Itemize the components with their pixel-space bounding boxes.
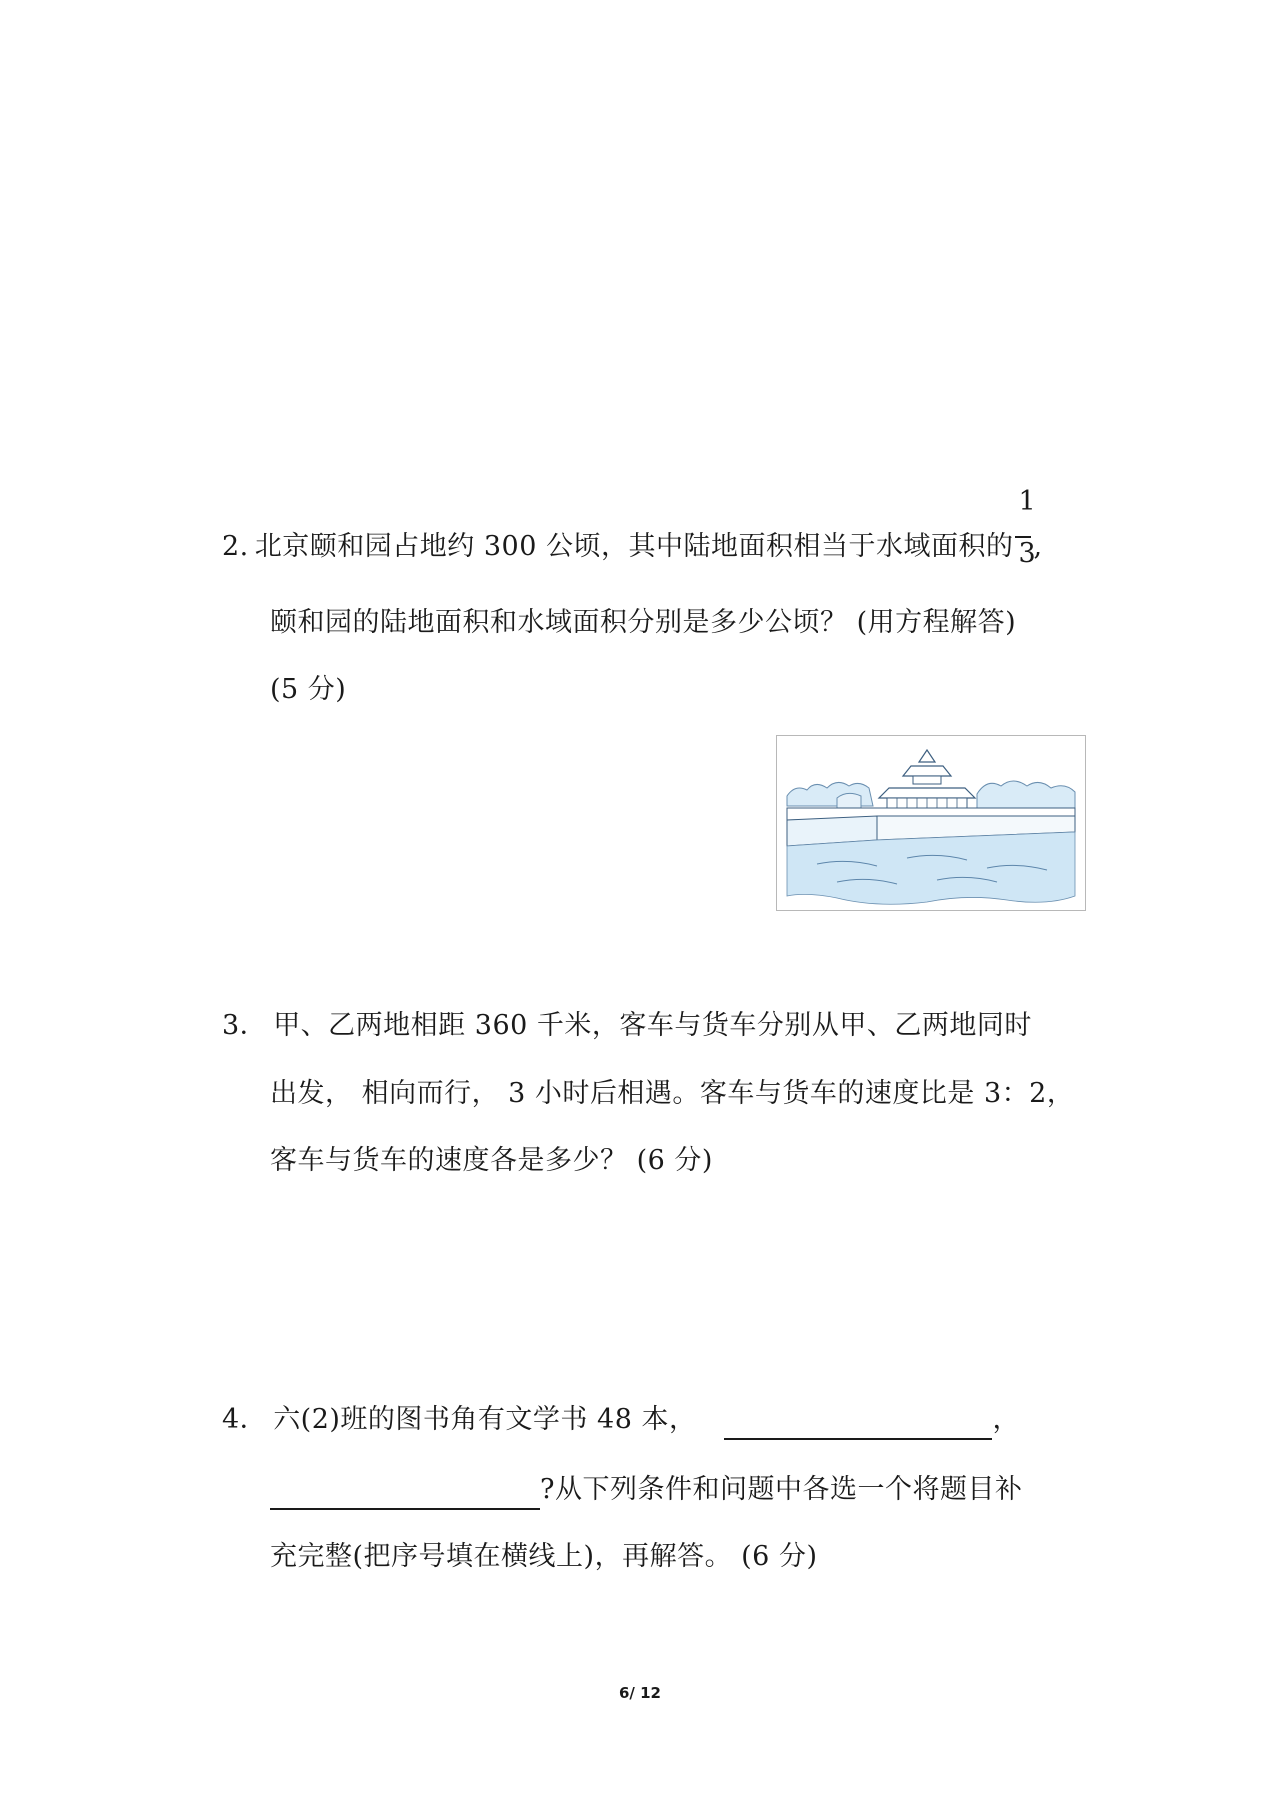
question-4-text-2: ?从下列条件和问题中各选一个将题目补 [540,1474,1023,1505]
question-3-line-2: 出发， 相向而行， 3 小时后相遇。客车与货车的速度比是 3：2， [270,1078,1075,1109]
question-4-line-3: 充完整(把序号填在横线上)，再解答。 (6 分) [270,1541,818,1572]
question-3-number: 3． [222,1010,268,1041]
question-2-number: 2. [222,531,249,562]
question-2-line-1-end: , [1033,531,1043,562]
question-2-line-3: (5 分) [270,674,347,705]
question-3-line-3: 客车与货车的速度各是多少？ (6 分) [270,1145,713,1176]
question-4-line-1-end: ， [992,1404,1020,1435]
page-number: 6/ 12 [618,1684,661,1702]
question-4-line-1 [222,1400,1020,1440]
answer-blank-question[interactable] [270,1478,540,1510]
question-2-text-1: 北京颐和园占地约 300 公顷，其中陆地面积相当于水域面积的 [254,531,1014,562]
question-4-text-1: 六(2)班的图书角有文学书 48 本， [273,1404,697,1435]
fraction-numerator: 1 [1018,485,1037,517]
question-3-line-1 [222,1006,1032,1046]
question-2-line-2: 颐和园的陆地面积和水域面积分别是多少公顷？ (用方程解答) [270,607,1017,638]
question-3-text-1: 甲、乙两地相距 360 千米，客车与货车分别从甲、乙两地同时 [273,1010,1032,1041]
question-4-line-2 [270,1470,1022,1510]
fraction-denominator: 3 [1018,537,1037,569]
summer-palace-illustration [776,735,1086,911]
question-4-number: 4． [222,1404,268,1435]
answer-blank-condition[interactable] [724,1408,992,1440]
fraction-one-third [1015,485,1037,569]
summer-palace-icon [777,736,1085,910]
question-2-line-1 [222,485,1043,569]
